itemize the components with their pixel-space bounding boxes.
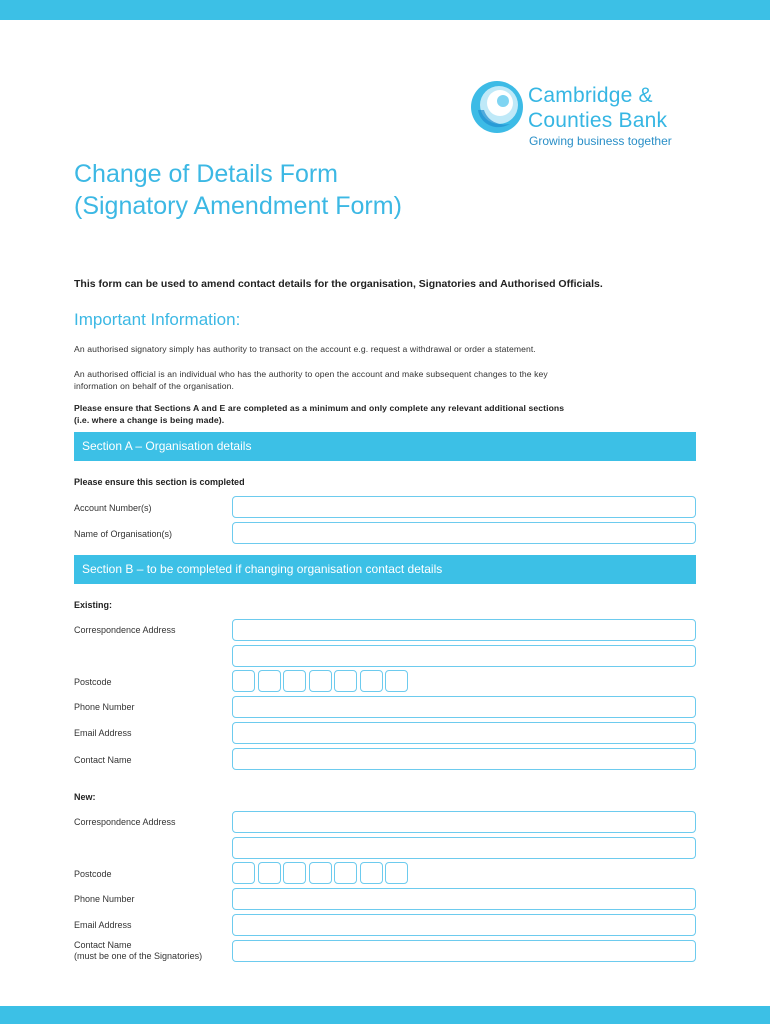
postcode-char-box[interactable] [334, 670, 357, 692]
bottom-accent-bar [0, 1006, 770, 1024]
new-phone-field[interactable] [232, 888, 696, 910]
new-label: New: [74, 792, 96, 802]
postcode-char-box[interactable] [283, 670, 306, 692]
logo-tagline: Growing business together [529, 134, 672, 148]
existing-email-label: Email Address [74, 728, 132, 738]
important-para2-line2: information on behalf of the organisation. [74, 381, 234, 391]
new-contact-label: Contact Name [74, 940, 132, 950]
postcode-char-box[interactable] [334, 862, 357, 884]
new-address-label: Correspondence Address [74, 817, 176, 827]
new-phone-label: Phone Number [74, 894, 135, 904]
postcode-char-box[interactable] [385, 670, 408, 692]
top-accent-bar [0, 0, 770, 20]
existing-address-label: Correspondence Address [74, 625, 176, 635]
new-email-field[interactable] [232, 914, 696, 936]
existing-phone-label: Phone Number [74, 702, 135, 712]
postcode-char-box[interactable] [258, 670, 281, 692]
existing-postcode-label: Postcode [74, 677, 112, 687]
existing-contact-label: Contact Name [74, 755, 132, 765]
new-contact-note: (must be one of the Signatories) [74, 951, 203, 961]
postcode-char-box[interactable] [258, 862, 281, 884]
account-number-label: Account Number(s) [74, 503, 152, 513]
new-contact-field[interactable] [232, 940, 696, 962]
logo-name-line1: Cambridge & [528, 84, 653, 107]
postcode-char-box[interactable] [309, 862, 332, 884]
postcode-char-box[interactable] [232, 862, 255, 884]
postcode-char-box[interactable] [309, 670, 332, 692]
organisation-name-label: Name of Organisation(s) [74, 529, 173, 539]
existing-phone-field[interactable] [232, 696, 696, 718]
existing-email-field[interactable] [232, 722, 696, 744]
organisation-name-field[interactable] [232, 522, 696, 544]
existing-label: Existing: [74, 600, 113, 610]
important-para2-line1: An authorised official is an individual who has the authority to open the account and make subsequent changes to the key [74, 369, 548, 379]
page-title-line2: (Signatory Amendment Form) [74, 192, 402, 220]
logo-name-line2: Counties Bank [528, 109, 668, 132]
postcode-char-box[interactable] [385, 862, 408, 884]
postcode-char-box[interactable] [283, 862, 306, 884]
important-para1: An authorised signatory simply has authority to transact on the account e.g. request a withdrawal or order a statement. [74, 344, 536, 354]
section-a-note: Please ensure this section is completed [74, 477, 245, 487]
postcode-char-box[interactable] [360, 862, 383, 884]
important-heading: Important Information: [74, 310, 241, 329]
important-para3-line1: Please ensure that Sections A and E are completed as a minimum and only complete any relevant additional sections [74, 403, 565, 413]
existing-address-field-2[interactable] [232, 645, 696, 667]
section-a-header: Section A – Organisation details [74, 432, 696, 461]
account-number-field[interactable] [232, 496, 696, 518]
existing-contact-field[interactable] [232, 748, 696, 770]
swirl-logo-icon [470, 80, 524, 134]
intro-text: This form can be used to amend contact details for the organisation, Signatories and Authorised Officials. [74, 278, 603, 290]
existing-address-field-1[interactable] [232, 619, 696, 641]
new-email-label: Email Address [74, 920, 132, 930]
page-title-line1: Change of Details Form [74, 160, 339, 188]
section-b-header: Section B – to be completed if changing organisation contact details [74, 555, 696, 584]
new-address-field-1[interactable] [232, 811, 696, 833]
postcode-char-box[interactable] [360, 670, 383, 692]
important-para3-line2: (i.e. where a change is being made). [74, 415, 225, 425]
new-postcode-label: Postcode [74, 869, 112, 879]
postcode-char-box[interactable] [232, 670, 255, 692]
new-address-field-2[interactable] [232, 837, 696, 859]
